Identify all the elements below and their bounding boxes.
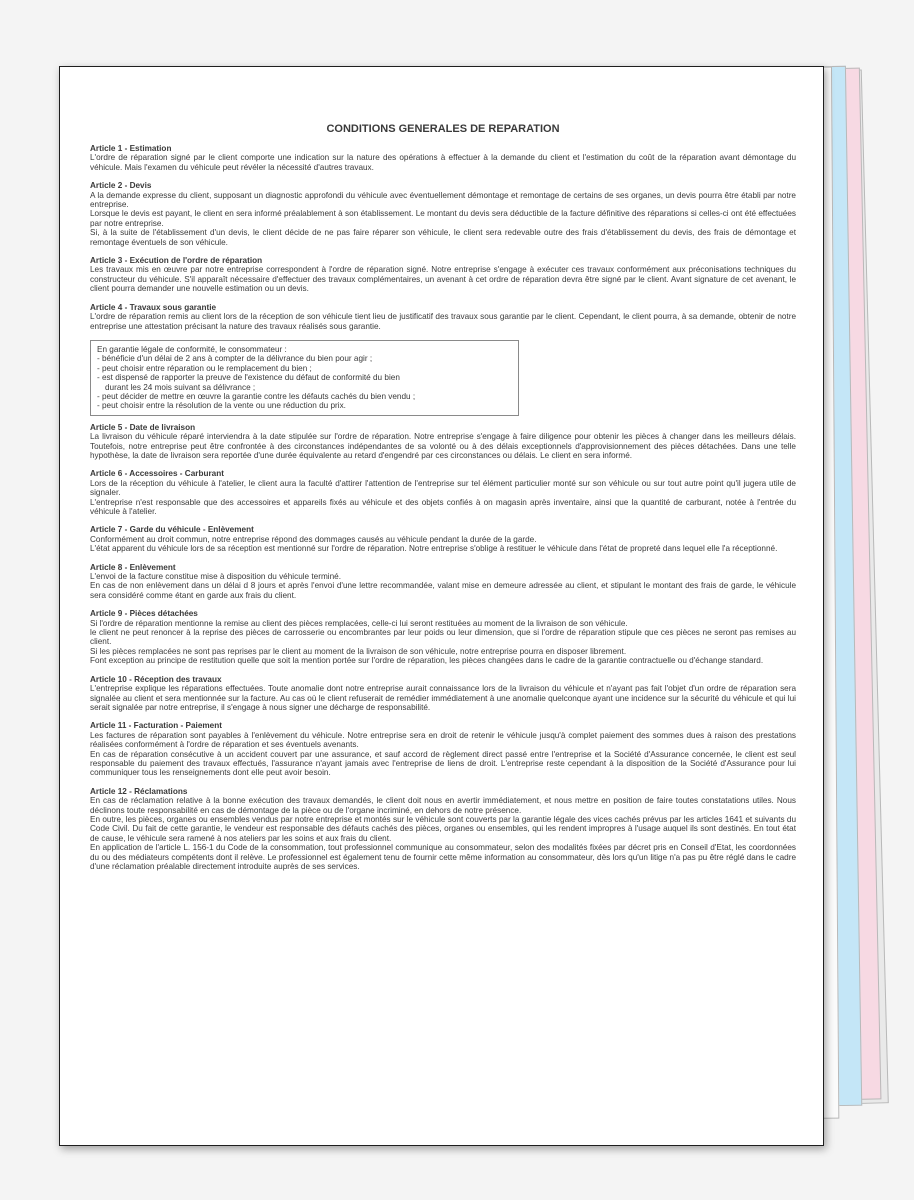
warranty-line: - peut choisir entre réparation ou le remplacement du bien ; [97, 363, 312, 373]
article-title: Article 6 - Accessoires - Carburant [90, 469, 224, 479]
articles-group-a [90, 144, 796, 331]
warranty-line: - peut choisir entre la résolution de la vente ou une réduction du prix. [97, 401, 346, 411]
article-title: Article 8 - Enlèvement [90, 562, 176, 572]
article-paragraph: Les factures de réparation sont payables à l'enlèvement du véhicule. Notre entreprise sera en droit de retenir le véhicule jusqu'à complet paiement des sommes dues à raison des prestations réalisées conformément à l'ordre de réparation et ses éventuels avenants. [90, 730, 796, 750]
article-paragraph: L'entreprise n'est responsable que des accessoires et appareils fixés au véhicule et des objets confiés à on magasin après inventaire, ainsi que la quantité de carburant, notée à l'entrée du véhicule à l'atelier. [90, 497, 796, 516]
warranty-line: - peut décider de mettre en œuvre la garantie contre les défauts cachés du bien vendu ; [97, 391, 416, 401]
article-title: Article 7 - Garde du véhicule - Enlèvement [90, 525, 254, 535]
article-title: Article 4 - Travaux sous garantie [90, 302, 217, 312]
warranty-line: durant les 24 mois suivant sa délivrance ; [105, 382, 256, 392]
article-paragraph: L'ordre de réparation signé par le client comporte une indication sur la nature des opérations à effectuer à la demande du client et l'estimation du coût de la réparation avant démontage du véhicule. Mais l'examen du véhicule peut révéler la nécessité d'autres travaux. [90, 153, 796, 172]
article-paragraph: Si, à la suite de l'établissement d'un devis, le client décide de ne pas faire réparer son véhicule, le client sera redevable outre des frais d'établissement du devis, des frais de démontage et remontage éventuels de son véhicule. [90, 228, 796, 247]
article [90, 609, 796, 665]
article-paragraph: En application de l'article L. 156-1 du Code de la consommation, tout professionnel communique au consommateur, selon des modalités fixées par décret pris en Conseil d'Etat, les coordonnées du ou des médiateurs compétents dont il relève. Le professionnel est également tenu de fournir cette même information au consommateur, dès lors qu'un litige n'a pas pu être réglé dans le cadre d'une réclamation préalable directement introduite auprès de ses services. [90, 843, 796, 871]
article-paragraph: En cas de non enlèvement dans un délai d 8 jours et après l'envoi d'une lettre recommandée, valant mise en demeure adressée au client, et stipulant le montant des frais de garde, le véhicule sera considéré comme étant en garde aux frais du client. [90, 581, 796, 600]
article-paragraph: En cas de réparation consécutive à un accident couvert par une assurance, et sauf accord de règlement direct passé entre l'entreprise et la Société d'Assurance concernée, le client est seul responsable du paiement des travaux effectués, l'assurance n'ayant jamais avec l'entreprise de liens de droit. L'entreprise reste cependant à la disposition de la Société d'Assurance pour lui communiquer tous les renseignements dont elle peut avoir besoin. [90, 749, 796, 778]
article-paragraph: L'envoi de la facture constitue mise à disposition du véhicule terminé. [90, 572, 341, 582]
article [90, 675, 796, 713]
document-page [59, 66, 824, 1146]
warranty-line: - est dispensé de rapporter la preuve de l'existence du défaut de conformité du bien [97, 373, 400, 383]
article [90, 423, 796, 461]
document-title: CONDITIONS GENERALES DE REPARATION [326, 123, 560, 135]
warranty-notice-box [90, 340, 519, 416]
article [90, 469, 796, 516]
article-paragraph: Si l'ordre de réparation mentionne la remise au client des pièces remplacées, celle-ci lui seront restituées au moment de la livraison de son véhicule. [90, 618, 628, 628]
article-paragraph: En outre, les pièces, organes ou ensembles vendus par notre entreprise et montés sur le véhicule sont couverts par la garantie légale des vices cachés prévus par les articles 1641 et suivants du Code Civil. Du fait de cette garantie, le vendeur est responsable des défauts cachés des pièces, organes ou ensembles, qui les rendent impropres à l'usage auquel ils sont destinés. En tout état de cause, le véhicule sera ramené à nos ateliers par les soins et aux frais du client. [90, 814, 796, 843]
article-title: Article 5 - Date de livraison [90, 422, 196, 432]
articles-group-b [90, 423, 796, 872]
article-paragraph: Les travaux mis en œuvre par notre entreprise correspondent à l'ordre de réparation signé. Notre entreprise s'engage à exécuter ces travaux conformément aux préconisations techniques du constructeur du véhicule. S'il apparaît nécessaire d'effectuer des travaux complémentaires, un avenant à cet ordre de réparation devra être signé par le client. Avant signature de cet avenant, le client pourra demander une nouvelle estimation ou un devis. [90, 265, 796, 294]
article-paragraph: L'ordre de réparation remis au client lors de la réception de son véhicule tient lieu de justificatif des travaux sous garantie par le client. Cependant, le client pourra, à sa demande, obtenir de notre entreprise une attestation précisant la nature des travaux réalisés sous garantie. [90, 312, 796, 331]
article-paragraph: Lors de la réception du véhicule à l'atelier, le client aura la faculté d'attirer l'attention de l'entreprise sur tel élément particulier monté sur son véhicule ou sur tout autre point qu'il jugera utile de signaler. [90, 478, 796, 498]
article-title: Article 1 - Estimation [90, 144, 172, 153]
article [90, 181, 796, 247]
article-title: Article 2 - Devis [90, 181, 152, 191]
article [90, 787, 796, 872]
article-paragraph: Conformément au droit commun, notre entreprise répond des dommages causés au véhicule pendant la durée de la garde. [90, 534, 537, 544]
article-paragraph: L'état apparent du véhicule lors de sa réception est mentionné sur l'ordre de réparation. Notre entreprise s'oblige à restituer le véhicule dans l'état de propreté dans lequel elle l'a réceptionné. [90, 544, 778, 554]
article [90, 303, 796, 331]
document-content [90, 123, 796, 880]
article-paragraph: Lorsque le devis est payant, le client en sera informé préalablement à son établissement. Le montant du devis sera déductible de la facture définitive des réparations si celles-ci ont été effectuées par notre entreprise. [90, 209, 796, 228]
article-title: Article 12 - Réclamations [90, 786, 188, 796]
article-paragraph: Font exception au principe de restitution quelle que soit la mention portée sur l'ordre de réparation, les pièces changées dans le cadre de la garantie contractuelle ou d'échange standard. [90, 656, 764, 666]
article-paragraph: En cas de réclamation relative à la bonne exécution des travaux demandés, le client doit nous en avertir immédiatement, et nous mettre en position de faire toutes constatations utiles. Nous déclinons toute responsabilité en cas de démontage de la pièce ou de l'organe incriminé, en dehors de notre présence. [90, 796, 796, 815]
article [90, 256, 796, 294]
article [90, 144, 796, 172]
article-paragraph: La livraison du véhicule réparé interviendra à la date stipulée sur l'ordre de réparation. Notre entreprise s'engage à faire diligence pour obtenir les pièces à changer dans les meilleurs délais. Toutefois, notre entreprise peut être confrontée à des circonstances indépendantes de sa volonté ou à des délais exceptionnels d'approvisionnement des pièces détachées. Dans une telle hypothèse, la date de livraison sera reportée d'une durée équivalente au retard d'engendré par ces circonstances ou délais. Le client en sera informé. [90, 432, 796, 460]
warranty-line: En garantie légale de conformité, le consommateur : [97, 344, 287, 354]
article-title: Article 11 - Facturation - Paiement [90, 721, 222, 731]
article-paragraph: Si les pièces remplacées ne sont pas reprises par le client au moment de la livraison de son véhicule, notre entreprise pourra en disposer librement. [90, 646, 627, 656]
article-title: Article 10 - Réception des travaux [90, 674, 222, 684]
article [90, 563, 796, 601]
article-paragraph: A la demande expresse du client, supposant un diagnostic approfondi du véhicule avec éventuellement démontage et remontage de certains de ses organes, un devis pourra être établi par notre entreprise. [90, 190, 796, 210]
warranty-line: - bénéficie d'un délai de 2 ans à compter de la délivrance du bien pour agir ; [97, 354, 373, 364]
article [90, 525, 796, 553]
article [90, 721, 796, 777]
article-title: Article 9 - Pièces détachées [90, 609, 198, 619]
article-title: Article 3 - Exécution de l'ordre de réparation [90, 256, 263, 266]
article-paragraph: L'entreprise explique les réparations effectuées. Toute anomalie dont notre entreprise aurait connaissance lors de la livraison du véhicule et n'ayant pas fait l'objet d'un ordre de réparation sera signalée au client et sera mentionnée sur la facture. Au cas où le client refuserait de remédier immédiatement à une anomalie quelconque ayant une incidence sur la sécurité du véhicule et qui lui serait signalée par notre entreprise, il s'engage à nous signer une décharge de responsabilité. [90, 684, 796, 712]
article-paragraph: le client ne peut renoncer à la reprise des pièces de carrosserie ou encombrantes par leur poids ou leur dimension, que si l'ordre de réparation stipule que ces pièces ne seront pas remises au client. [90, 628, 796, 647]
